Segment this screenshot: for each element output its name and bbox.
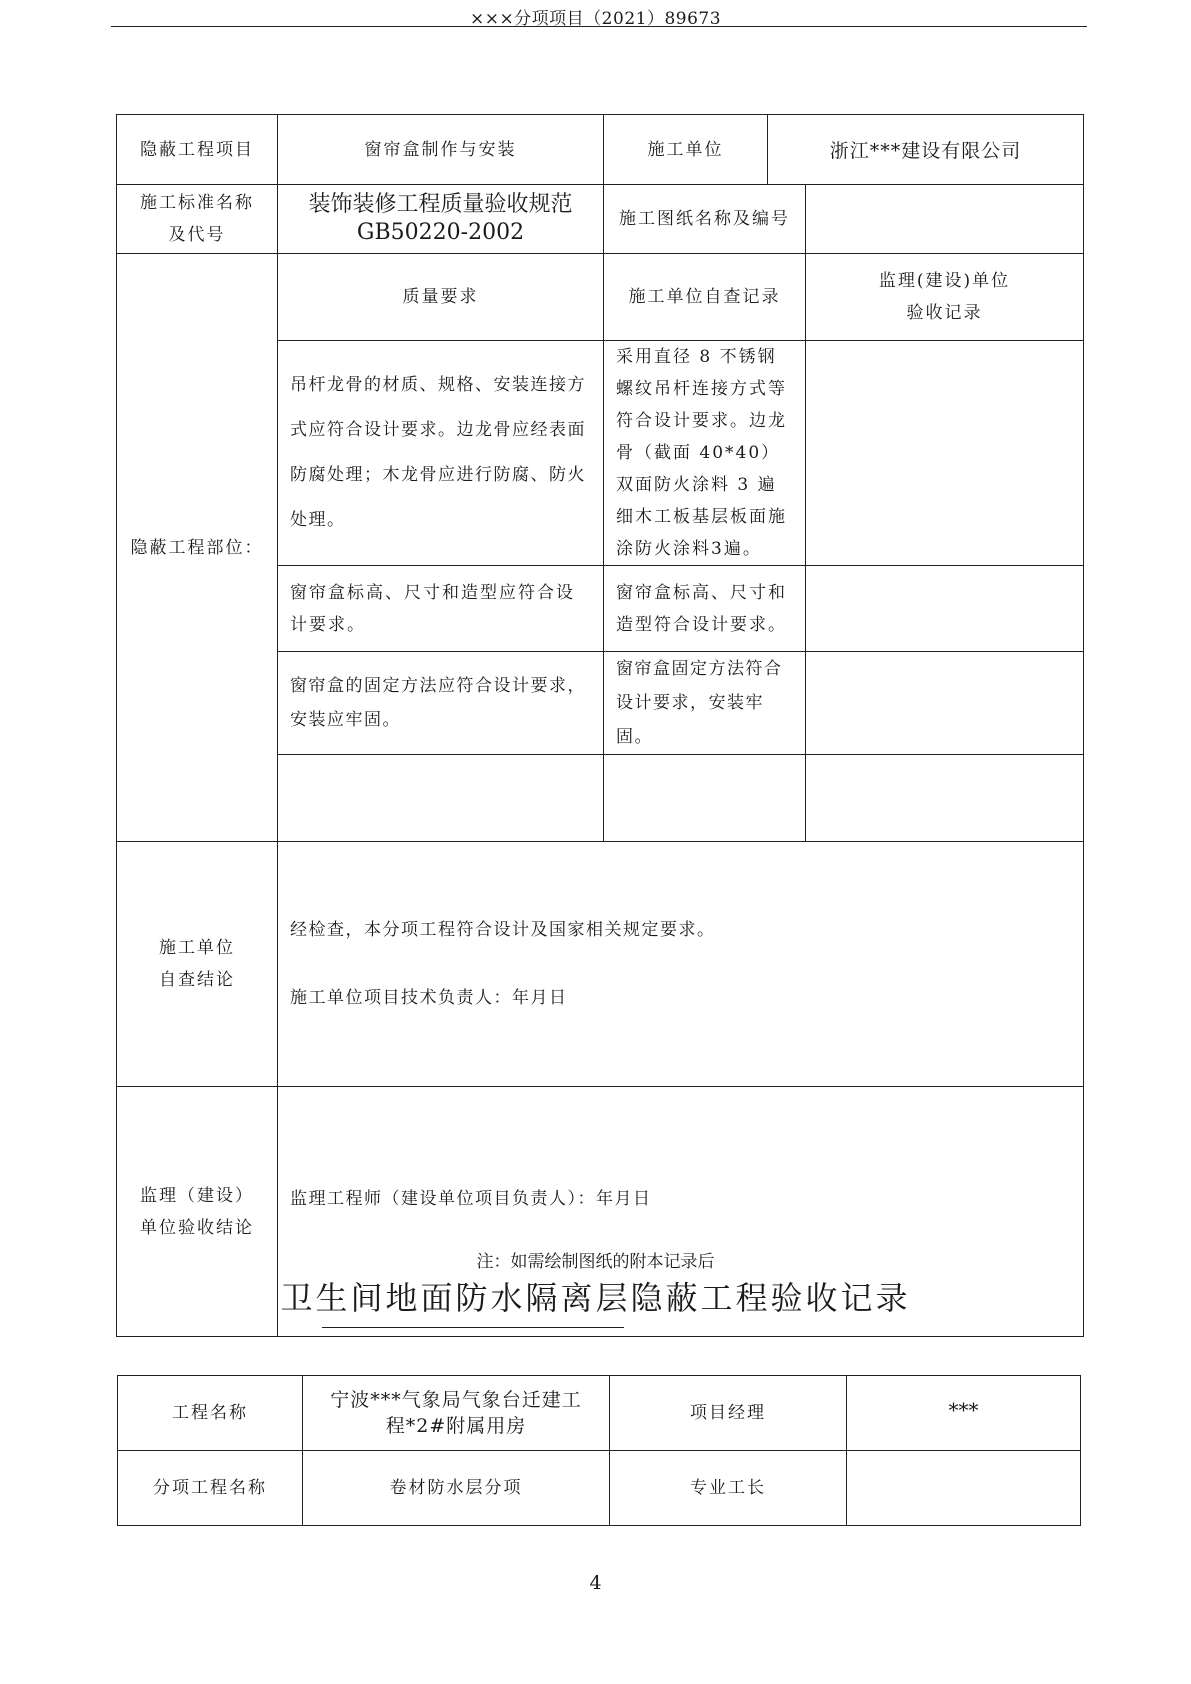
conclusion-label-line2: 自查结论 [159,970,235,990]
conclusion-content [278,842,1084,1087]
table-row [118,1451,1081,1526]
drawing-value [806,185,1084,254]
contractor-label: 施工单位 [604,115,768,185]
requirement-cell [278,652,604,755]
column-self-check: 施工单位自查记录 [604,254,806,341]
project-name-label: 工程名称 [118,1376,303,1451]
requirement-text: 吊杆龙骨的材质、规格、安装连接方式应符合设计要求。边龙骨应经表面防腐处理；木龙骨应进行防腐、防火处理。 [290,375,586,530]
conclusion-text: 经检查，本分项工程符合设计及国家相关规定要求。 [290,920,716,940]
standard-value [278,185,604,254]
standard-code: GB50220-2002 [356,220,525,245]
subitem-value: 卷材防水层分项 [303,1451,610,1526]
conclusion-label [117,842,278,1087]
footnote: 注：如需绘制图纸的附本记录后 [476,1252,715,1272]
page-number: 4 [589,1572,602,1594]
record-text: 窗帘盒固定方法符合设计要求，安装牢固。 [616,659,783,747]
manager-label: 项目经理 [610,1376,847,1451]
project-value: 窗帘盒制作与安装 [278,115,604,185]
project-name-value [303,1376,610,1451]
project-label: 隐蔽工程项目 [117,115,278,185]
concealed-works-table [116,114,1084,1337]
requirement-text: 窗帘盒的固定方法应符合设计要求，安装应牢固。 [290,676,586,730]
project-name-line2: 程*2#附属用房 [385,1415,527,1437]
manager-value: *** [847,1376,1081,1451]
section-title: 卫生间地面防水隔离层隐蔽工程验收记录 [280,1279,911,1317]
foreman-value [847,1451,1081,1526]
requirement-cell [278,566,604,652]
drawing-label: 施工图纸名称及编号 [604,185,806,254]
supervision-cell [806,755,1084,842]
record-cell [604,566,806,652]
foreman-label: 专业工长 [610,1451,847,1526]
acceptance-label-line1: 监理（建设） [140,1185,254,1206]
conclusion-label-line1: 施工单位 [159,938,235,958]
record-text: 采用直径 8 不锈钢螺纹吊杆连接方式等符合设计要求。边龙骨（截面 40*40）双面防火涂料 3 遍细木工板基层板面施涂防火涂料3遍。 [616,347,787,559]
standard-label-line1: 施工标准名称 [140,193,254,213]
requirement-text: 窗帘盒标高、尺寸和造型应符合设计要求。 [290,582,575,635]
record-cell [604,341,806,566]
record-cell [604,652,806,755]
section-label: 隐蔽工程部位： [117,254,278,842]
subitem-label: 分项工程名称 [118,1451,303,1526]
header-rule [111,26,1087,27]
standard-label-line2: 及代号 [168,225,226,245]
table-row [117,115,1084,185]
acceptance-label-line2: 单位验收结论 [140,1217,254,1238]
table-row [117,842,1084,1087]
requirement-cell [278,341,604,566]
column-supervision [806,254,1084,341]
column-supervision-line2: 验收记录 [906,303,983,323]
conclusion-signoff: 施工单位项目技术负责人：年月日 [290,988,568,1008]
standard-name: 装饰装修工程质量验收规范 [308,192,573,217]
running-header: ×××分项项目（2021）89673 [469,9,722,29]
column-supervision-line1: 监理(建设)单位 [878,271,1011,291]
table-row [117,254,1084,341]
contractor-value: 浙江***建设有限公司 [768,115,1084,185]
standard-label [117,185,278,254]
table-row [117,185,1084,254]
requirement-cell [278,755,604,842]
waterproof-record-table [117,1375,1081,1526]
supervision-cell [806,341,1084,566]
record-text: 窗帘盒标高、尺寸和造型符合设计要求。 [616,582,787,635]
column-quality: 质量要求 [278,254,604,341]
title-underline [322,1327,624,1328]
supervision-cell [806,566,1084,652]
project-name-line1: 宁波***气象局气象台迁建工 [330,1389,582,1411]
table-row [118,1376,1081,1451]
supervision-cell [806,652,1084,755]
record-cell [604,755,806,842]
acceptance-signoff: 监理工程师（建设单位项目负责人）：年月日 [290,1189,652,1209]
